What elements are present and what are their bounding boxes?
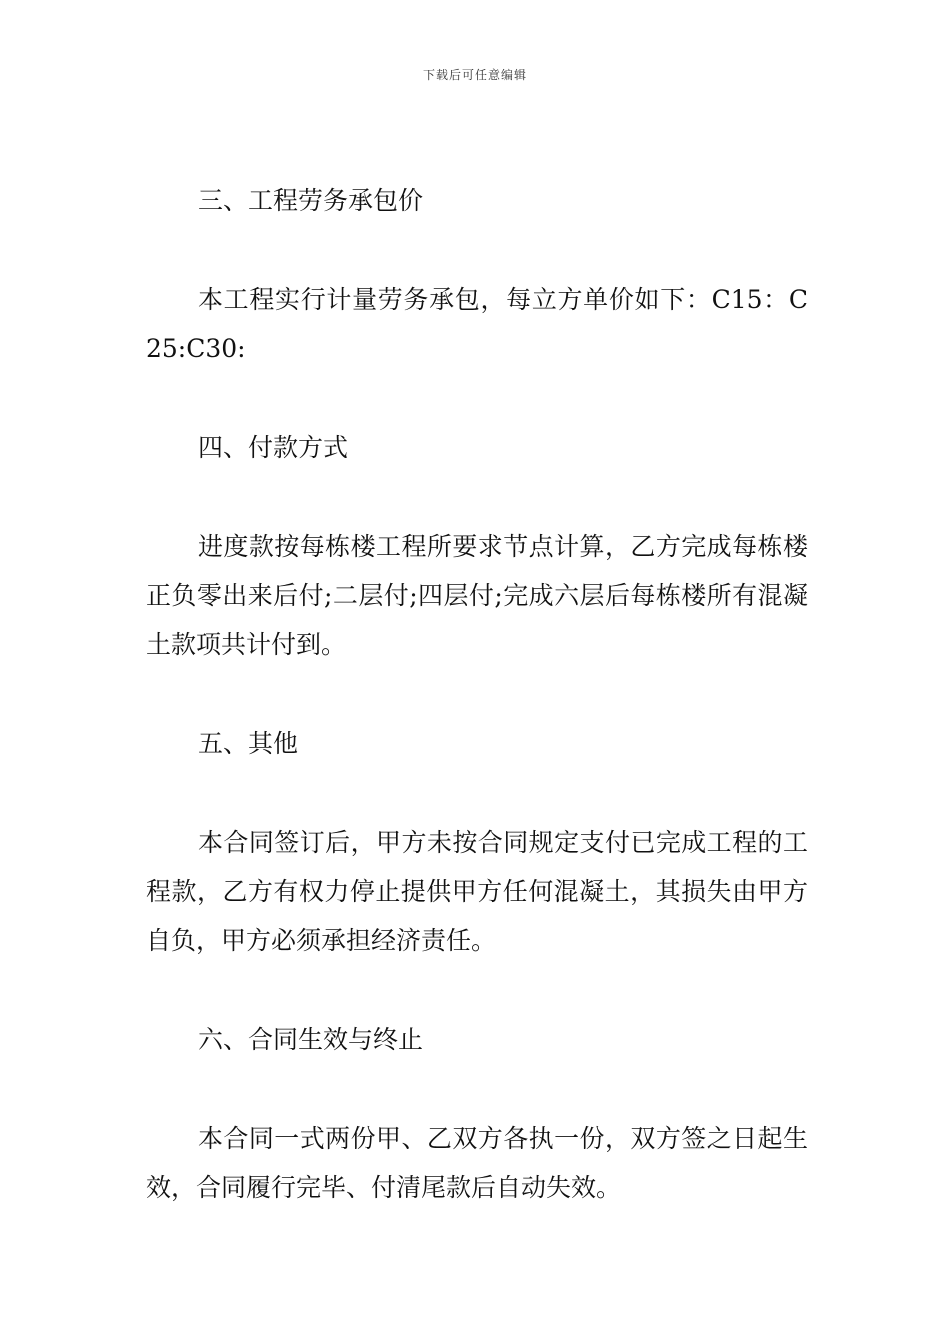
spacer	[146, 472, 808, 522]
page-header-note: 下载后可任意编辑	[422, 68, 527, 82]
spacer	[146, 965, 808, 1015]
section-heading-payment: 四、付款方式	[198, 433, 349, 462]
section-heading-other: 五、其他	[198, 729, 299, 758]
spacer	[146, 373, 808, 423]
spacer	[146, 768, 808, 818]
section-paragraph-validity: 本合同一式两份甲、乙双方各执一份，双方签之日起生效，合同履行完毕、付清尾款后自动失效。	[146, 1124, 808, 1202]
section-paragraph-payment: 进度款按每栋楼工程所要求节点计算，乙方完成每栋楼正负零出来后付;二层付;四层付;完成六层后每栋楼所有混凝土款项共计付到。	[146, 532, 808, 659]
section-heading-price: 三、工程劳务承包价	[198, 186, 424, 215]
spacer	[146, 1064, 808, 1114]
section-paragraph-other: 本合同签订后，甲方未按合同规定支付已完成工程的工程款，乙方有权力停止提供甲方任何混凝土，其损失由甲方自负，甲方必须承担经济责任。	[146, 828, 808, 955]
section-heading-validity: 六、合同生效与终止	[198, 1025, 424, 1054]
spacer	[146, 669, 808, 719]
section-paragraph-price: 本工程实行计量劳务承包，每立方单价如下：C15：C25:C30:	[146, 285, 808, 363]
spacer	[146, 225, 808, 275]
document-body	[146, 176, 808, 1212]
